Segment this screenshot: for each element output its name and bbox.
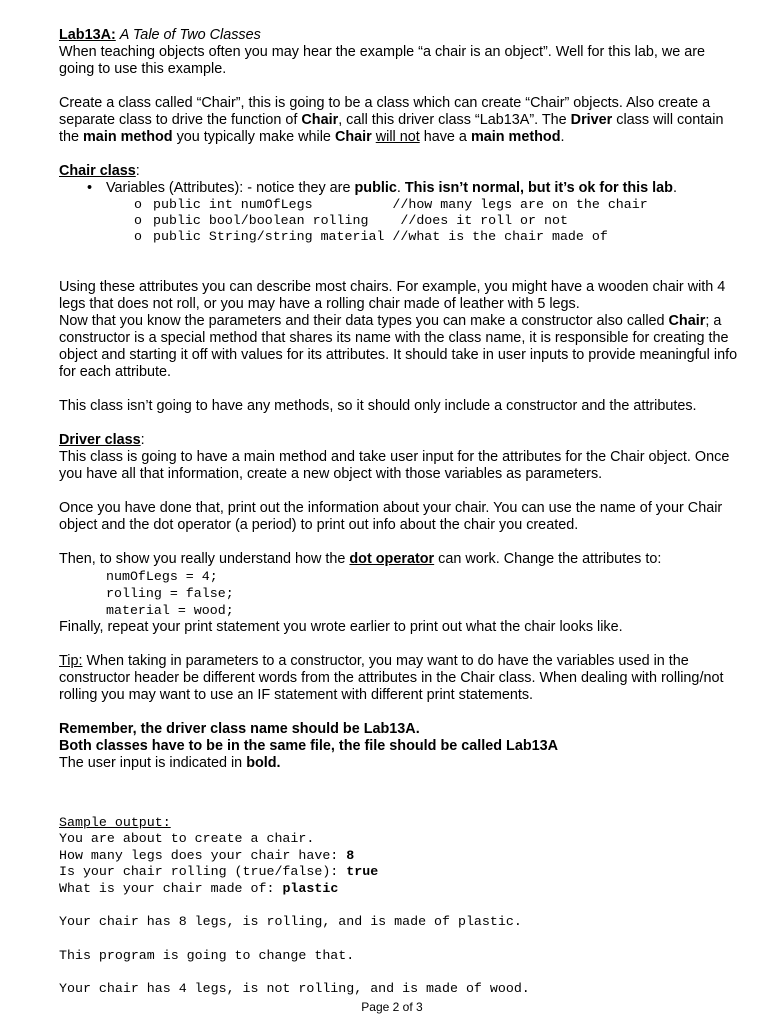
text-run: . [560,129,565,145]
chair-class-heading-line [59,163,739,180]
remember-line-2: Both classes have to be in the same file, the file should be called Lab13A [59,738,559,754]
bold-run: This isn’t normal, but it’s ok for this lab [404,180,673,196]
user-input: true [346,864,379,879]
sample-output [59,798,739,998]
text-run: , call this driver class “Lab13A”. The [338,112,571,128]
underline-run: will not [375,129,420,145]
bold-run: Driver [570,112,613,128]
using-paragraph [59,279,739,381]
methods-paragraph: This class isn’t going to have any methods, so it should only include a constructor and the attributes. [59,398,697,414]
attribute-item: o public String/string material //what is the chair made of [106,229,739,245]
text-run: The user input is indicated in [59,755,247,771]
text-run: What is your chair made of: [59,880,283,896]
sample-line: Your chair has 8 legs, is rolling, and is made of plastic. [59,914,522,929]
heading-colon: : [140,432,145,448]
sample-line [59,848,739,865]
attribute-item: o public int numOfLegs //how many legs are on the chair [106,197,739,213]
driver-class-heading-line [59,432,739,449]
text-run: When taking in parameters to a constructor, you may want to do have the variables used in the constructor header be different words from the attributes in the Chair class. When dealing with rolling/not rolling you may want to use an IF statement with different print statements. [59,653,724,703]
bold-run: Chair [334,129,372,145]
sample-line [59,864,739,881]
sample-line: You are about to create a chair. [59,831,315,846]
bold-run: main method [83,129,173,145]
text-run: Is your chair rolling (true/false): [59,864,347,879]
code-line: material = wood; [106,603,234,618]
driver-class-heading: Driver class [59,432,141,448]
text-run: Create a class called “Chair”, this is going to be a class which can create “Chair” objects. Also create a separate class to drive the function of [59,95,711,128]
lab-title [59,27,739,44]
chair-class-heading: Chair class [59,163,136,179]
text-run: . [672,180,677,196]
text-run: you typically make while [172,129,335,145]
intro-paragraph: When teaching objects often you may hear the example “a chair is an object”. Well for this lab, we are going to use this example. [59,44,706,77]
attribute-item: o public bool/boolean rolling //does it roll or not [106,213,739,229]
driver-class-paragraph: This class is going to have a main method and take user input for the attributes for the Chair object. Once you have all that information, create a new object with those variables as parameters. [59,449,730,482]
attributes-sublist [106,197,739,245]
then-paragraph [59,551,739,568]
document-page [59,27,739,998]
remember-line-1: Remember, the driver class name should be Lab13A. [59,721,420,737]
text-run: Using these attributes you can describe most chairs. For example, you might have a wooden chair with 4 legs that does not roll, or you may have a rolling chair made of leather with 5 legs. [59,279,726,312]
create-paragraph [59,95,739,146]
sample-line [59,881,739,898]
text-run: Now that you know the parameters and their data types you can make a constructor also called [59,313,669,329]
remember-line-3 [59,755,739,772]
code-line: numOfLegs = 4; [106,569,218,584]
print-paragraph: Once you have done that, print out the information about your chair. You can use the name of your Chair object and the dot operator (a period) to print out info about the chair you created. [59,500,723,533]
text-run: ; a constructor is a special method that shares its name with the class name, it is responsible for creating the object and starting it off with values for its attributes. It should take in user inputs to provide meaningful info for each attribute. [59,313,738,380]
user-input: plastic [282,880,339,896]
bold-underline-run: dot operator [349,551,435,567]
page-footer: Page 2 of 3 [361,1000,423,1014]
text-run: class will contain the [59,112,724,145]
code-line: rolling = false; [106,586,234,601]
heading-colon: : [135,163,140,179]
bold-run: bold. [246,755,281,771]
finally-paragraph: Finally, repeat your print statement you wrote earlier to print out what the chair looks like. [59,619,623,635]
text-run: Variables (Attributes): - notice they are [106,180,355,196]
bold-run: Chair [301,112,339,128]
sample-line: Your chair has 4 legs, is not rolling, and is made of wood. [59,981,530,996]
sample-heading: Sample output: [59,814,171,830]
text-run: Then, to show you really understand how the [59,551,350,567]
text-run: have a [419,129,471,145]
chair-class-list [59,180,739,245]
tip-paragraph [59,653,739,704]
bold-run: public [354,180,397,196]
lab-title-label: Lab13A: [59,27,116,43]
bold-run: Chair [668,313,706,329]
code-snippet [59,568,739,619]
text-run: can work. Change the attributes to: [434,551,662,567]
lab-title-name: A Tale of Two Classes [119,27,261,43]
text-run: . [396,180,405,196]
variables-bullet [59,180,739,245]
user-input: 8 [346,847,355,863]
sample-line: This program is going to change that. [59,947,355,963]
text-run: How many legs does your chair have: [59,847,347,863]
tip-label: Tip: [59,653,83,669]
bold-run: main method [470,129,561,145]
